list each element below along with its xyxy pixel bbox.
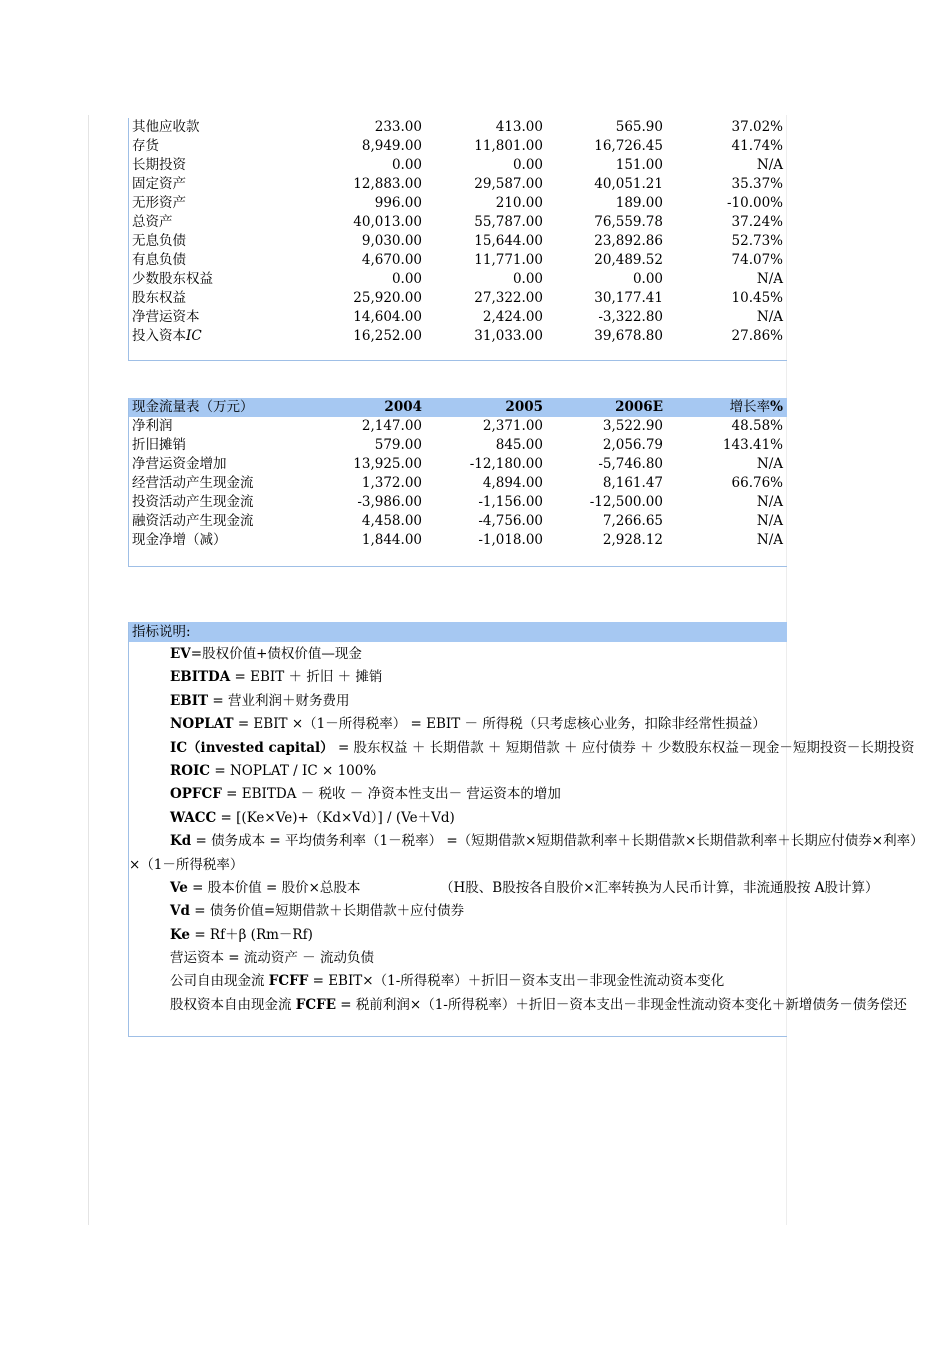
cell-growth: 52.73% <box>731 233 783 249</box>
row-label: 净利润 <box>132 418 173 434</box>
cell-2005: 0.00 <box>512 157 543 173</box>
cell-2005: -1,156.00 <box>478 494 543 510</box>
cell-growth: N/A <box>756 532 783 548</box>
note-text: = NOPLAT / IC × 100% <box>210 762 377 779</box>
cell-2004: 996.00 <box>374 195 422 211</box>
cell-2005: -1,018.00 <box>478 532 543 548</box>
cell-growth: 27.86% <box>731 328 783 344</box>
row-label: 总资产 <box>132 214 173 230</box>
cell-2004: 12,883.00 <box>353 176 422 192</box>
table-row <box>129 493 787 512</box>
table-row <box>129 194 787 213</box>
cell-growth: 37.24% <box>731 214 783 230</box>
table-row <box>129 289 787 308</box>
note-text: = EBIT ＋ 折旧 ＋ 摊销 <box>230 669 383 686</box>
table-row-ic <box>129 327 787 346</box>
note-text: = EBIT×（1-所得税率）＋折旧－资本支出－非现金性流动资本变化 <box>308 973 725 990</box>
cell-growth: 37.02% <box>731 119 783 135</box>
cell-2006e: -3,322.80 <box>598 309 663 325</box>
row-label: 少数股东权益 <box>132 271 213 287</box>
table-row <box>129 512 787 531</box>
cell-2006e: 20,489.52 <box>594 252 663 268</box>
note-text: =股权价值+债权价值—现金 <box>190 646 362 662</box>
cell-2004: 4,458.00 <box>361 513 422 529</box>
row-label: 其他应收款 <box>132 119 200 135</box>
cashflow-title: 现金流量表（万元） <box>132 399 254 415</box>
note-term: Vd <box>170 903 190 920</box>
note-term: ROIC <box>170 762 211 779</box>
row-label: 现金净增（减） <box>132 532 227 548</box>
balance-sheet-table <box>128 118 787 361</box>
table-row <box>129 455 787 474</box>
cell-2006e: 39,678.80 <box>594 328 663 344</box>
cell-2006e: 3,522.90 <box>602 418 663 434</box>
cell-2004: 0.00 <box>391 157 422 173</box>
cell-2005: 27,322.00 <box>474 290 543 306</box>
cell-2004: 13,925.00 <box>353 456 422 472</box>
cell-growth: 74.07% <box>731 252 783 268</box>
cell-growth: N/A <box>756 157 783 173</box>
note-term: EBITDA <box>170 669 231 686</box>
note-text: 营运资本 = 流动资产 － 流动负债 <box>170 950 374 967</box>
note-line <box>129 877 879 900</box>
note-line <box>129 970 787 993</box>
cell-growth: 41.74% <box>731 138 783 154</box>
note-text: 公司自由现金流 <box>170 973 269 990</box>
note-line <box>129 690 787 713</box>
cell-2006e: 7,266.65 <box>602 513 663 529</box>
note-text: = 税前利润×（1-所得税率）＋折旧－资本支出－非现金性流动资本变化＋新增债务－债务偿还 <box>336 996 907 1013</box>
cell-2006e: 565.90 <box>615 119 663 135</box>
cell-2004: 1,372.00 <box>361 475 422 491</box>
table-row <box>129 213 787 232</box>
cell-2004: 2,147.00 <box>361 418 422 434</box>
row-label: 净营运资金增加 <box>132 456 227 472</box>
note-line <box>129 737 915 760</box>
cell-2005: 15,644.00 <box>474 233 543 249</box>
note-term: EBIT <box>170 692 209 709</box>
cell-2005: 4,894.00 <box>482 475 543 491</box>
note-line <box>129 783 787 806</box>
cell-2004: 4,670.00 <box>361 252 422 268</box>
note-line <box>129 994 907 1017</box>
table-row <box>129 137 787 156</box>
row-label: 无形资产 <box>132 195 186 211</box>
note-term: OPFCF <box>170 786 222 803</box>
note-term: FCFE <box>295 996 337 1013</box>
table-row <box>129 436 787 455</box>
note-term: Ke <box>170 926 191 943</box>
note-line <box>129 924 787 947</box>
growth-percent-sign: % <box>770 399 783 415</box>
note-term: Kd <box>170 833 192 850</box>
cell-growth: N/A <box>756 271 783 287</box>
cell-2006e: 151.00 <box>615 157 663 173</box>
cell-2005: 29,587.00 <box>474 176 543 192</box>
cell-2005: 31,033.00 <box>474 328 543 344</box>
table-row <box>129 251 787 270</box>
row-label: 无息负债 <box>132 233 186 249</box>
growth-label: 增长率 <box>729 399 771 415</box>
cell-2005: 2,371.00 <box>482 418 543 434</box>
cell-2004: 25,920.00 <box>353 290 422 306</box>
ic-label-suffix: IC <box>186 328 202 344</box>
cell-2004: 16,252.00 <box>353 328 422 344</box>
note-text: = [(Ke×Ve)+（Kd×Vd）] / (Ve＋Vd) <box>216 809 455 826</box>
header-2004: 2004 <box>384 399 422 415</box>
table-row <box>129 156 787 175</box>
cell-2006e: 76,559.78 <box>594 214 663 230</box>
note-text: = 股本价值 = 股价×总股本 <box>187 879 361 896</box>
page-edge-left <box>88 115 89 1225</box>
note-line <box>129 900 787 923</box>
cell-2005: 0.00 <box>512 271 543 287</box>
cell-2004: 14,604.00 <box>353 309 422 325</box>
cell-2006e: 189.00 <box>615 195 663 211</box>
table-row <box>129 308 787 327</box>
cell-2005: 11,801.00 <box>474 138 543 154</box>
row-label: 有息负债 <box>132 252 186 268</box>
cell-2005: 11,771.00 <box>474 252 543 268</box>
notes-title: 指标说明: <box>129 622 787 642</box>
note-extra: （H股、B股按各自股价×汇率转换为人民币计算，非流通股按 A股计算） <box>440 879 879 896</box>
table-row <box>129 175 787 194</box>
note-term: WACC <box>170 809 217 826</box>
cell-2004: 1,844.00 <box>361 532 422 548</box>
note-line <box>129 760 787 783</box>
note-term: Ve <box>170 879 188 896</box>
cell-2005: -4,756.00 <box>478 513 543 529</box>
note-term: EV <box>170 646 191 662</box>
header-growth <box>730 398 783 417</box>
cell-2006e: 2,928.12 <box>602 532 663 548</box>
row-label: 融资活动产生现金流 <box>132 513 254 529</box>
cell-growth: N/A <box>756 456 783 472</box>
table-row <box>129 474 787 493</box>
note-line <box>129 947 787 970</box>
cell-2006e: 2,056.79 <box>602 437 663 453</box>
header-2005: 2005 <box>505 399 543 415</box>
cell-2006e: 40,051.21 <box>594 176 663 192</box>
note-line <box>129 666 787 689</box>
note-line <box>129 807 787 830</box>
cell-2004: 0.00 <box>391 271 422 287</box>
row-label: 折旧摊销 <box>132 437 186 453</box>
note-text: 股权资本自由现金流 <box>170 996 296 1013</box>
cashflow-table <box>128 398 787 567</box>
cell-2006e: 30,177.41 <box>594 290 663 306</box>
note-text: ×（1－所得税率） <box>129 856 244 873</box>
cell-growth: 143.41% <box>722 437 783 453</box>
cell-2006e: 0.00 <box>632 271 663 287</box>
note-text: = 债务成本 = 平均债务利率（1－税率） =（短期借款×短期借款利率＋长期借款×长期借款利率＋长期应付债券×利率） <box>191 833 924 850</box>
table-row <box>129 417 787 436</box>
cell-2004: 579.00 <box>374 437 422 453</box>
note-text: = 债务价值=短期借款＋长期借款＋应付债券 <box>189 903 465 920</box>
table-row <box>129 232 787 251</box>
note-term: IC（invested capital） <box>170 739 334 756</box>
row-label: 投资活动产生现金流 <box>132 494 254 510</box>
cell-growth: N/A <box>756 309 783 325</box>
table-row <box>129 531 787 550</box>
cell-2005: 210.00 <box>495 195 543 211</box>
cell-2005: 2,424.00 <box>482 309 543 325</box>
cell-growth: N/A <box>756 494 783 510</box>
cell-2005: 55,787.00 <box>474 214 543 230</box>
note-line <box>129 643 787 666</box>
cell-2004: 9,030.00 <box>361 233 422 249</box>
note-line <box>126 854 787 877</box>
row-label: 股东权益 <box>132 290 186 306</box>
note-text: = EBIT ×（1－所得税率） = EBIT － 所得税（只考虑核心业务，扣除非经常性损益） <box>233 716 766 733</box>
row-label: 固定资产 <box>132 176 186 192</box>
table-row <box>129 270 787 289</box>
cell-2006e: -12,500.00 <box>589 494 663 510</box>
indicator-notes <box>128 622 924 1037</box>
note-term: NOPLAT <box>170 716 234 733</box>
cell-2004: 233.00 <box>374 119 422 135</box>
cell-growth: -10.00% <box>726 195 783 211</box>
row-label: 经营活动产生现金流 <box>132 475 254 491</box>
cell-growth: 48.58% <box>731 418 783 434</box>
row-label: 存货 <box>132 138 159 154</box>
cell-growth: 10.45% <box>731 290 783 306</box>
table-row <box>129 118 787 137</box>
cell-2006e: 23,892.86 <box>594 233 663 249</box>
note-text: = EBITDA － 税收 － 净资本性支出－ 营运资本的增加 <box>221 786 561 803</box>
row-label <box>132 327 202 346</box>
row-label: 净营运资本 <box>132 309 200 325</box>
ic-label-prefix: 投入资本 <box>132 328 186 344</box>
cell-growth: 66.76% <box>731 475 783 491</box>
header-2006e: 2006E <box>615 399 663 415</box>
row-label: 长期投资 <box>132 157 186 173</box>
note-text: = 营业利润＋财务费用 <box>208 692 350 709</box>
note-line <box>129 830 924 853</box>
cell-2004: -3,986.00 <box>357 494 422 510</box>
cell-2005: -12,180.00 <box>469 456 543 472</box>
note-text: = Rf＋β (Rm－Rf) <box>190 926 313 943</box>
cell-2006e: 8,161.47 <box>602 475 663 491</box>
note-line <box>129 713 787 736</box>
cell-2004: 40,013.00 <box>353 214 422 230</box>
note-term: FCFF <box>268 973 309 990</box>
cell-2006e: -5,746.80 <box>598 456 663 472</box>
cashflow-header-row <box>129 398 787 417</box>
cell-2006e: 16,726.45 <box>594 138 663 154</box>
cell-2005: 845.00 <box>495 437 543 453</box>
cell-2004: 8,949.00 <box>361 138 422 154</box>
cell-growth: N/A <box>756 513 783 529</box>
cell-growth: 35.37% <box>731 176 783 192</box>
cell-2005: 413.00 <box>495 119 543 135</box>
note-text: = 股东权益 ＋ 长期借款 ＋ 短期借款 ＋ 应付债券 ＋ 少数股东权益－现金－短期投资－长期投资 <box>333 739 915 756</box>
